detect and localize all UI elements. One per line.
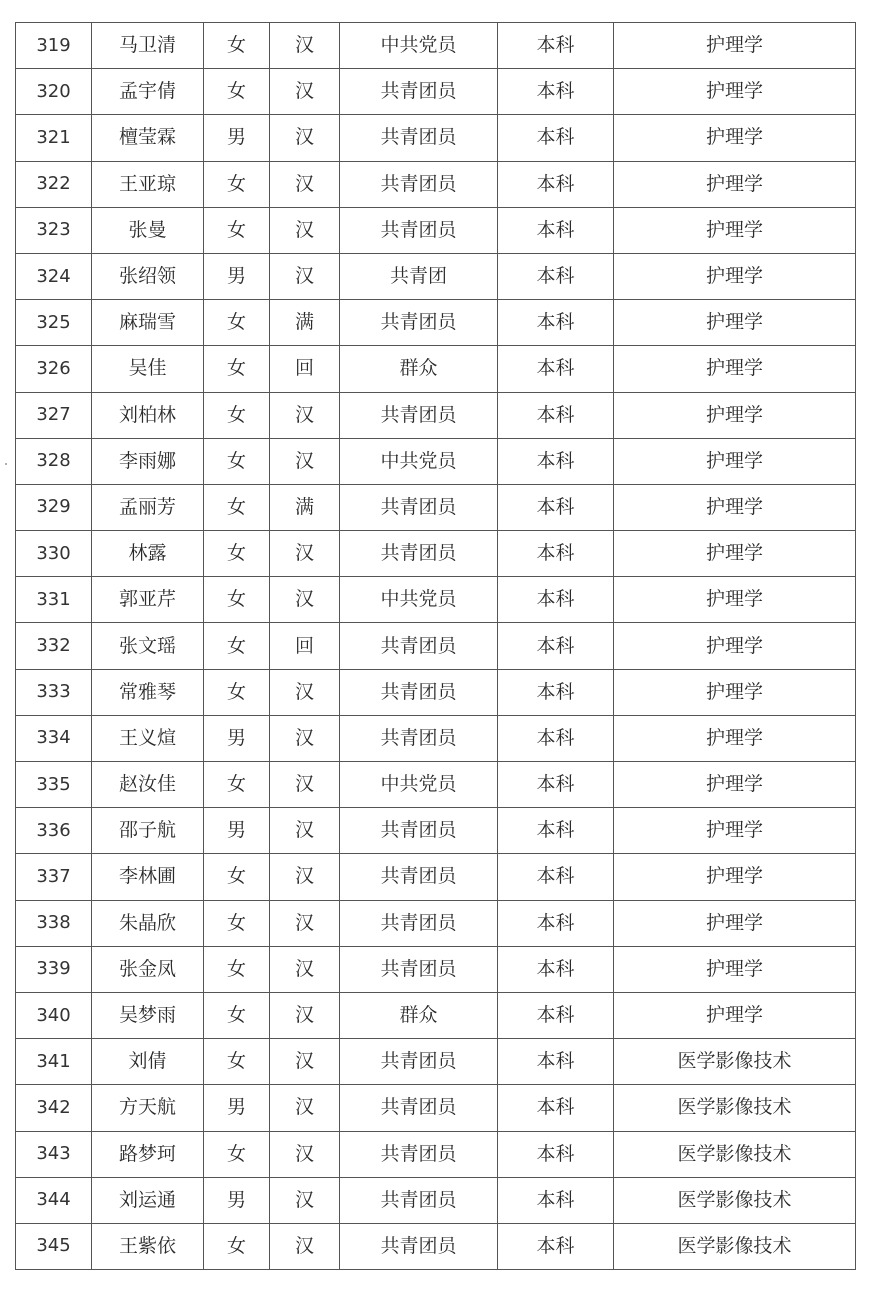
cell-political-status: 群众 (340, 346, 498, 392)
cell-political-status: 共青团员 (340, 207, 498, 253)
cell-political-status: 共青团员 (340, 854, 498, 900)
cell-number: 334 (16, 715, 92, 761)
cell-education: 本科 (498, 669, 614, 715)
cell-sex: 女 (204, 438, 270, 484)
cell-ethnicity: 满 (270, 484, 340, 530)
cell-ethnicity: 回 (270, 346, 340, 392)
cell-number: 336 (16, 808, 92, 854)
cell-major: 护理学 (614, 300, 856, 346)
cell-major: 护理学 (614, 392, 856, 438)
cell-number: 333 (16, 669, 92, 715)
cell-education: 本科 (498, 300, 614, 346)
table-row (16, 300, 856, 346)
cell-education: 本科 (498, 715, 614, 761)
cell-number: 340 (16, 992, 92, 1038)
cell-number: 341 (16, 1039, 92, 1085)
cell-number: 329 (16, 484, 92, 530)
cell-education: 本科 (498, 762, 614, 808)
cell-major: 护理学 (614, 623, 856, 669)
cell-sex: 女 (204, 762, 270, 808)
cell-name: 檀莹霖 (92, 115, 204, 161)
cell-political-status: 共青团员 (340, 900, 498, 946)
cell-sex: 女 (204, 900, 270, 946)
cell-education: 本科 (498, 1039, 614, 1085)
cell-sex: 女 (204, 207, 270, 253)
cell-education: 本科 (498, 346, 614, 392)
cell-ethnicity: 汉 (270, 253, 340, 299)
cell-major: 医学影像技术 (614, 1223, 856, 1269)
cell-name: 张金凤 (92, 946, 204, 992)
cell-sex: 女 (204, 623, 270, 669)
cell-number: 320 (16, 69, 92, 115)
cell-political-status: 共青团员 (340, 392, 498, 438)
cell-major: 护理学 (614, 900, 856, 946)
cell-education: 本科 (498, 438, 614, 484)
cell-education: 本科 (498, 115, 614, 161)
cell-major: 护理学 (614, 207, 856, 253)
cell-ethnicity: 汉 (270, 1131, 340, 1177)
cell-political-status: 共青团员 (340, 1039, 498, 1085)
cell-education: 本科 (498, 1223, 614, 1269)
cell-name: 孟宇倩 (92, 69, 204, 115)
cell-political-status: 共青团员 (340, 1131, 498, 1177)
cell-name: 邵子航 (92, 808, 204, 854)
cell-ethnicity: 汉 (270, 577, 340, 623)
cell-ethnicity: 汉 (270, 207, 340, 253)
table-row (16, 115, 856, 161)
cell-major: 护理学 (614, 808, 856, 854)
cell-ethnicity: 汉 (270, 69, 340, 115)
cell-education: 本科 (498, 808, 614, 854)
cell-major: 护理学 (614, 23, 856, 69)
cell-number: 332 (16, 623, 92, 669)
cell-number: 343 (16, 1131, 92, 1177)
table-row (16, 669, 856, 715)
cell-number: 342 (16, 1085, 92, 1131)
cell-political-status: 共青团员 (340, 623, 498, 669)
cell-sex: 女 (204, 531, 270, 577)
cell-education: 本科 (498, 484, 614, 530)
table-row (16, 1039, 856, 1085)
cell-major: 护理学 (614, 762, 856, 808)
cell-name: 王义煊 (92, 715, 204, 761)
cell-major: 护理学 (614, 161, 856, 207)
cell-sex: 女 (204, 69, 270, 115)
table-row (16, 762, 856, 808)
cell-ethnicity: 汉 (270, 808, 340, 854)
cell-major: 护理学 (614, 992, 856, 1038)
cell-ethnicity: 汉 (270, 1085, 340, 1131)
cell-education: 本科 (498, 900, 614, 946)
cell-ethnicity: 汉 (270, 1223, 340, 1269)
cell-name: 马卫清 (92, 23, 204, 69)
cell-education: 本科 (498, 207, 614, 253)
table-row (16, 1223, 856, 1269)
cell-sex: 女 (204, 669, 270, 715)
cell-ethnicity: 汉 (270, 946, 340, 992)
cell-political-status: 共青团员 (340, 669, 498, 715)
table-row (16, 69, 856, 115)
cell-ethnicity: 汉 (270, 531, 340, 577)
cell-ethnicity: 汉 (270, 992, 340, 1038)
cell-sex: 女 (204, 300, 270, 346)
table-row (16, 438, 856, 484)
cell-ethnicity: 汉 (270, 1039, 340, 1085)
table-row (16, 577, 856, 623)
cell-number: 324 (16, 253, 92, 299)
table-row (16, 253, 856, 299)
cell-education: 本科 (498, 531, 614, 577)
cell-number: 327 (16, 392, 92, 438)
cell-education: 本科 (498, 253, 614, 299)
cell-ethnicity: 汉 (270, 669, 340, 715)
cell-political-status: 共青团员 (340, 115, 498, 161)
cell-ethnicity: 汉 (270, 115, 340, 161)
cell-political-status: 共青团员 (340, 161, 498, 207)
cell-name: 吴梦雨 (92, 992, 204, 1038)
cell-number: 335 (16, 762, 92, 808)
cell-political-status: 共青团员 (340, 300, 498, 346)
cell-sex: 女 (204, 23, 270, 69)
cell-major: 护理学 (614, 715, 856, 761)
cell-name: 张文瑶 (92, 623, 204, 669)
table-row (16, 946, 856, 992)
cell-major: 医学影像技术 (614, 1085, 856, 1131)
table-row (16, 1131, 856, 1177)
cell-sex: 女 (204, 1223, 270, 1269)
cell-number: 331 (16, 577, 92, 623)
cell-ethnicity: 汉 (270, 1177, 340, 1223)
cell-number: 345 (16, 1223, 92, 1269)
cell-major: 护理学 (614, 854, 856, 900)
cell-political-status: 共青团员 (340, 1223, 498, 1269)
cell-major: 护理学 (614, 577, 856, 623)
cell-number: 328 (16, 438, 92, 484)
cell-name: 朱晶欣 (92, 900, 204, 946)
cell-political-status: 共青团 (340, 253, 498, 299)
cell-number: 338 (16, 900, 92, 946)
cell-political-status: 中共党员 (340, 577, 498, 623)
cell-major: 护理学 (614, 531, 856, 577)
table-row (16, 854, 856, 900)
cell-ethnicity: 汉 (270, 900, 340, 946)
cell-sex: 女 (204, 346, 270, 392)
cell-education: 本科 (498, 69, 614, 115)
table-row (16, 392, 856, 438)
cell-sex: 女 (204, 484, 270, 530)
cell-sex: 男 (204, 115, 270, 161)
cell-name: 王亚琼 (92, 161, 204, 207)
cell-major: 护理学 (614, 669, 856, 715)
cell-sex: 男 (204, 715, 270, 761)
cell-number: 330 (16, 531, 92, 577)
cell-major: 医学影像技术 (614, 1177, 856, 1223)
cell-name: 常雅琴 (92, 669, 204, 715)
cell-sex: 女 (204, 946, 270, 992)
cell-major: 护理学 (614, 484, 856, 530)
cell-ethnicity: 汉 (270, 23, 340, 69)
cell-ethnicity: 满 (270, 300, 340, 346)
cell-name: 李雨娜 (92, 438, 204, 484)
cell-name: 孟丽芳 (92, 484, 204, 530)
cell-number: 325 (16, 300, 92, 346)
cell-education: 本科 (498, 1131, 614, 1177)
cell-number: 344 (16, 1177, 92, 1223)
scan-speck (5, 463, 7, 465)
cell-political-status: 共青团员 (340, 1177, 498, 1223)
cell-name: 王紫依 (92, 1223, 204, 1269)
cell-sex: 女 (204, 392, 270, 438)
roster-body (16, 23, 856, 1270)
cell-political-status: 中共党员 (340, 762, 498, 808)
cell-political-status: 共青团员 (340, 484, 498, 530)
table-row (16, 346, 856, 392)
cell-ethnicity: 回 (270, 623, 340, 669)
cell-education: 本科 (498, 623, 614, 669)
roster-sheet (15, 22, 855, 1270)
table-row (16, 992, 856, 1038)
cell-education: 本科 (498, 992, 614, 1038)
cell-political-status: 共青团员 (340, 69, 498, 115)
cell-education: 本科 (498, 1085, 614, 1131)
cell-education: 本科 (498, 1177, 614, 1223)
cell-political-status: 共青团员 (340, 808, 498, 854)
cell-ethnicity: 汉 (270, 438, 340, 484)
cell-name: 刘运通 (92, 1177, 204, 1223)
cell-political-status: 中共党员 (340, 23, 498, 69)
cell-sex: 男 (204, 808, 270, 854)
cell-name: 张曼 (92, 207, 204, 253)
cell-sex: 男 (204, 253, 270, 299)
cell-name: 郭亚芹 (92, 577, 204, 623)
cell-name: 方天航 (92, 1085, 204, 1131)
cell-name: 赵汝佳 (92, 762, 204, 808)
table-row (16, 1177, 856, 1223)
cell-education: 本科 (498, 392, 614, 438)
cell-political-status: 中共党员 (340, 438, 498, 484)
cell-name: 路梦珂 (92, 1131, 204, 1177)
cell-name: 李林圃 (92, 854, 204, 900)
cell-ethnicity: 汉 (270, 392, 340, 438)
table-row (16, 531, 856, 577)
cell-political-status: 共青团员 (340, 715, 498, 761)
cell-education: 本科 (498, 577, 614, 623)
cell-education: 本科 (498, 23, 614, 69)
cell-major: 医学影像技术 (614, 1131, 856, 1177)
table-row (16, 623, 856, 669)
cell-major: 护理学 (614, 346, 856, 392)
cell-name: 吴佳 (92, 346, 204, 392)
cell-major: 护理学 (614, 438, 856, 484)
cell-number: 339 (16, 946, 92, 992)
cell-education: 本科 (498, 946, 614, 992)
cell-ethnicity: 汉 (270, 161, 340, 207)
cell-name: 张绍领 (92, 253, 204, 299)
table-row (16, 161, 856, 207)
cell-sex: 男 (204, 1177, 270, 1223)
cell-major: 护理学 (614, 946, 856, 992)
cell-political-status: 共青团员 (340, 946, 498, 992)
cell-education: 本科 (498, 854, 614, 900)
cell-sex: 女 (204, 1039, 270, 1085)
cell-name: 麻瑞雪 (92, 300, 204, 346)
cell-major: 护理学 (614, 69, 856, 115)
student-roster-table (15, 22, 856, 1270)
table-row (16, 1085, 856, 1131)
cell-number: 323 (16, 207, 92, 253)
table-row (16, 715, 856, 761)
cell-number: 321 (16, 115, 92, 161)
cell-sex: 女 (204, 854, 270, 900)
cell-name: 刘柏林 (92, 392, 204, 438)
table-row (16, 207, 856, 253)
cell-number: 326 (16, 346, 92, 392)
cell-major: 护理学 (614, 115, 856, 161)
cell-name: 刘倩 (92, 1039, 204, 1085)
cell-major: 医学影像技术 (614, 1039, 856, 1085)
cell-political-status: 共青团员 (340, 1085, 498, 1131)
cell-political-status: 共青团员 (340, 531, 498, 577)
table-row (16, 484, 856, 530)
cell-major: 护理学 (614, 253, 856, 299)
cell-ethnicity: 汉 (270, 854, 340, 900)
cell-number: 322 (16, 161, 92, 207)
cell-sex: 女 (204, 1131, 270, 1177)
cell-sex: 女 (204, 992, 270, 1038)
table-row (16, 900, 856, 946)
cell-sex: 女 (204, 577, 270, 623)
cell-education: 本科 (498, 161, 614, 207)
cell-ethnicity: 汉 (270, 762, 340, 808)
cell-number: 337 (16, 854, 92, 900)
table-row (16, 23, 856, 69)
cell-sex: 女 (204, 161, 270, 207)
cell-political-status: 群众 (340, 992, 498, 1038)
cell-sex: 男 (204, 1085, 270, 1131)
cell-ethnicity: 汉 (270, 715, 340, 761)
table-row (16, 808, 856, 854)
cell-number: 319 (16, 23, 92, 69)
cell-name: 林露 (92, 531, 204, 577)
